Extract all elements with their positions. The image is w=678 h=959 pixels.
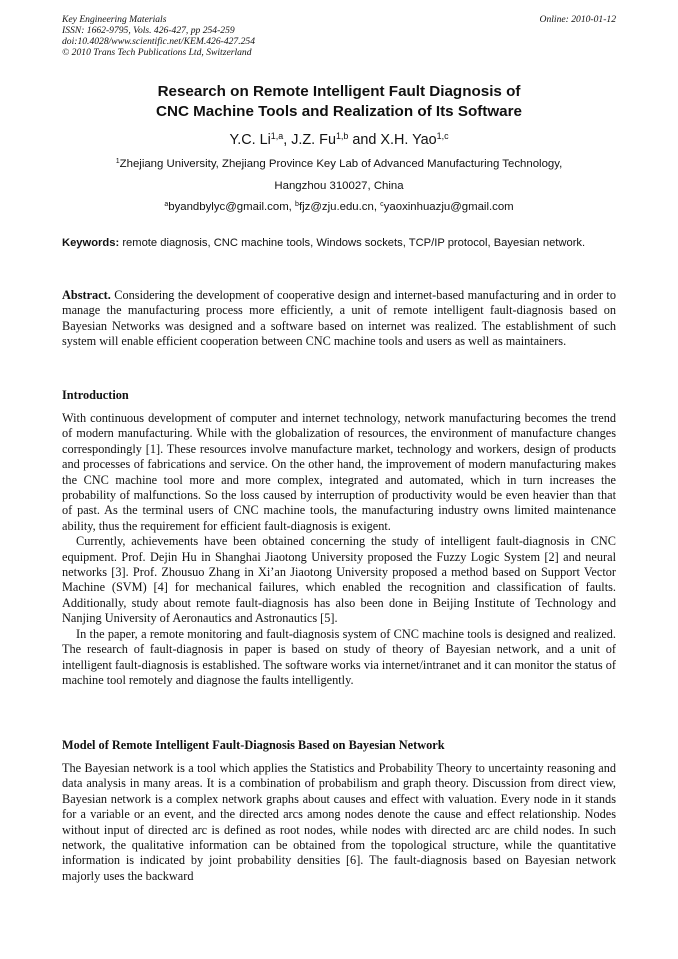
- email-a-sup: a: [164, 201, 169, 209]
- keywords: [62, 236, 616, 251]
- author-2-sup: 1,b: [335, 131, 349, 142]
- affiliation-line-1: [62, 158, 616, 170]
- abstract: [62, 288, 616, 350]
- copyright-line: © 2010 Trans Tech Publications Ltd, Switzerland: [62, 47, 252, 58]
- online-date: Online: 2010-01-12: [539, 14, 616, 25]
- author-3: X.H. Yao: [380, 132, 437, 148]
- abstract-label: Abstract.: [62, 288, 111, 302]
- email-a: byandbylyc@gmail.com,: [168, 201, 292, 213]
- introduction-body: [62, 411, 616, 688]
- issn-line: ISSN: 1662-9795, Vols. 426-427, pp 254-259: [62, 25, 235, 36]
- author-1-sup: 1,a: [270, 131, 284, 142]
- bayes-paragraph-1: The Bayesian network is a tool which applies the Statistics and Probability Theory to uncertainty reasoning and data analysis in many areas. It is a combination of probabilism and graph theory. Discussion from direct view, Bayesian network is a complex network graphs about causes and effect with valuation. Every node in it stands for a variable or an event, and the directed arcs among nodes denote the cause and effect relationship. Nodes without input of directed arc is defined as root nodes, while nodes with directed arc are child nodes. In such network, the qualitative information can be obtained from the topological structure, while the quantitative information is indicated by joint probability densities [6]. The fault-diagnosis based on Bayesian network majorly uses the backward: [62, 761, 616, 883]
- author-separator: ,: [283, 132, 288, 148]
- affiliation-line-2: Hangzhou 310027, China: [274, 180, 404, 192]
- paper-title: [62, 82, 616, 122]
- email-c: yaoxinhuazju@gmail.com: [383, 201, 514, 213]
- affiliation-sup: 1: [115, 158, 120, 166]
- author-and: and: [352, 132, 377, 148]
- email-b-sup: b: [295, 201, 299, 209]
- author-3-sup: 1,c: [436, 131, 449, 142]
- bayes-section-body: [62, 761, 616, 884]
- title-line-2: CNC Machine Tools and Realization of Its Software: [156, 103, 522, 120]
- email-c-sup: c: [380, 201, 384, 209]
- keywords-label: Keywords:: [62, 237, 120, 249]
- author-1: Y.C. Li: [229, 132, 271, 148]
- affiliation-text-1: Zhejiang University, Zhejiang Province Key Lab of Advanced Manufacturing Technology,: [119, 158, 563, 170]
- doi-line: doi:10.4028/www.scientific.net/KEM.426-427.254: [62, 36, 256, 47]
- abstract-text: Considering the development of cooperative design and internet-based manufacturing and in order to manage the manufacturing process more efficiently, a unit of remote intelligent fault-diagnosis based on Bayesian Networks was designed and a software based on internet was realized. The establishment of such system will enable efficient cooperation between CNC machine tools and users as well as maintainers.: [62, 288, 616, 349]
- email-line: [62, 201, 616, 213]
- intro-paragraph-2: Currently, achievements have been obtained concerning the study of intelligent fault-diagnosis in CNC equipment. Prof. Dejin Hu in Shanghai Jiaotong University proposed the Fuzzy Logic System [2] and neural networks [3]. Prof. Zhousuo Zhang in Xi’an Jiaotong University proposed a method based on Support Vector Machine (SVM) [4] for mechanical failures, which enabled the recognition and classification of faults. Additionally, study about remote fault-diagnosis has also been done in Beijing Institute of Technology and Nanjing University of Aeronautics and Astronautics [5].: [62, 534, 616, 626]
- journal-header: [62, 14, 616, 58]
- introduction-heading: Introduction: [62, 388, 129, 402]
- intro-paragraph-3: In the paper, a remote monitoring and fault-diagnosis system of CNC machine tools is designed and realized. The research of fault-diagnosis in paper is based on study of theory of Bayesian network, and a unit of intelligent fault-diagnosis is established. The software works via internet/intranet and it can monitor the status of machine tool remotely and diagnose the faults intelligently.: [62, 626, 616, 687]
- title-line-1: Research on Remote Intelligent Fault Diagnosis of: [157, 83, 521, 100]
- author-2: J.Z. Fu: [291, 132, 336, 148]
- intro-paragraph-1: With continuous development of computer and internet technology, network manufacturing becomes the trend of modern manufacturing. While with the globalization of resources, the environment of manufacture changes correspondingly [1]. These resources involve manufacture market, technology and workers, design of products and processes of fabrications and service. On the other hand, the improvement of modern manufacturing makes the CNC machine tool more and more complex, integrated and automated, which in turn increases the probability of malfunctions. So the loss caused by interruption of productivity would be even heavier than that of past. As the terminal users of CNC machine tools, the manufacturing industry owns limited maintenance ability, thus the requirement for efficient fault-diagnosis is exigent.: [62, 411, 616, 533]
- keywords-text: remote diagnosis, CNC machine tools, Windows sockets, TCP/IP protocol, Bayesian network.: [122, 237, 586, 249]
- email-b: fjz@zju.edu.cn,: [298, 201, 377, 213]
- author-list: [62, 132, 616, 148]
- bayes-section-heading: Model of Remote Intelligent Fault-Diagnosis Based on Bayesian Network: [62, 738, 445, 752]
- journal-name: Key Engineering Materials: [62, 14, 167, 25]
